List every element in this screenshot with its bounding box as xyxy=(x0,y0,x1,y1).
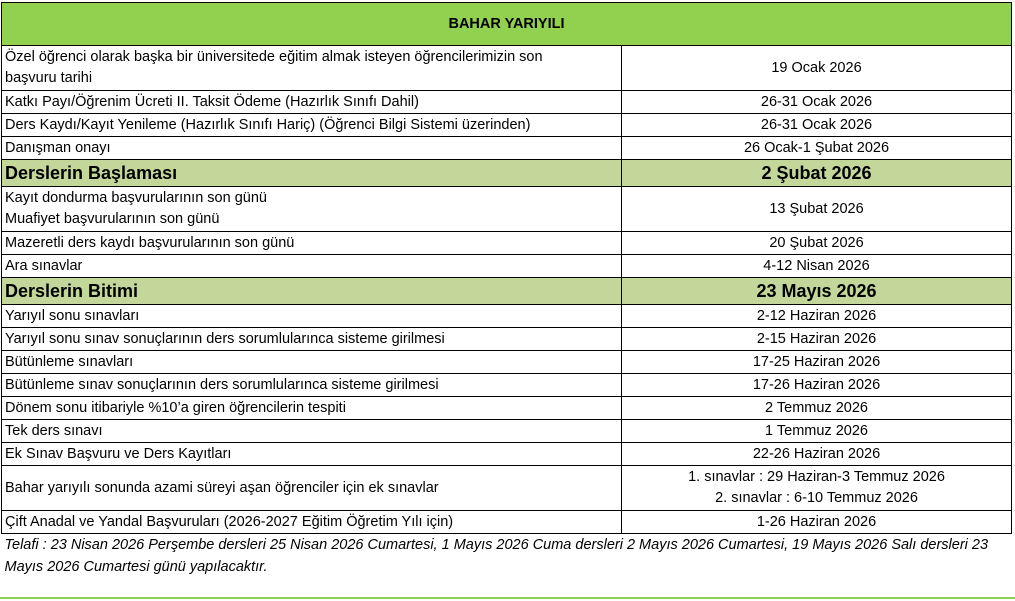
milestone-row xyxy=(2,160,1012,187)
event-date xyxy=(622,91,1012,114)
event-date xyxy=(622,114,1012,137)
event-date-line: 2-15 Haziran 2026 xyxy=(756,331,877,347)
event-date xyxy=(622,232,1012,255)
event-label-line: Çift Anadal ve Yandal Başvuruları (2026-2027 Eğitim Öğretim Yılı için) xyxy=(5,514,454,530)
event-label xyxy=(2,46,622,91)
table-row xyxy=(2,466,1012,511)
event-label-line: Bütünleme sınav sonuçlarının ders sorumlularınca sisteme girilmesi xyxy=(5,377,439,393)
event-label-line: Yarıyıl sonu sınav sonuçlarının ders sorumlularınca sisteme girilmesi xyxy=(5,331,445,347)
event-date-line: 4-12 Nisan 2026 xyxy=(763,258,870,274)
event-label-line: Muafiyet başvurularının son günü xyxy=(5,211,220,227)
event-date-line: 2 Şubat 2026 xyxy=(761,163,872,183)
event-label-line: Bahar yarıyılı sonunda azami süreyi aşan öğrenciler için ek sınavlar xyxy=(5,479,439,496)
table-row xyxy=(2,46,1012,91)
event-date xyxy=(622,351,1012,374)
event-label xyxy=(2,114,622,137)
event-date xyxy=(622,397,1012,420)
bottom-divider xyxy=(0,597,1015,599)
event-label xyxy=(2,420,622,443)
event-label-line: başvuru tarihi xyxy=(5,70,93,86)
event-label-line: Danışman onayı xyxy=(5,140,111,156)
table-row xyxy=(2,114,1012,137)
event-label xyxy=(2,278,622,305)
event-label xyxy=(2,466,622,511)
event-date xyxy=(622,137,1012,160)
event-label-line: Derslerin Başlaması xyxy=(5,163,178,183)
event-label xyxy=(2,397,622,420)
event-label-line: Özel öğrenci olarak başka bir üniversitede eğitim almak isteyen öğrencilerimizin son xyxy=(5,49,543,65)
event-date-line: 20 Şubat 2026 xyxy=(769,235,864,251)
table-row xyxy=(2,420,1012,443)
event-label xyxy=(2,328,622,351)
table-row xyxy=(2,511,1012,534)
event-date xyxy=(622,46,1012,91)
milestone-row xyxy=(2,278,1012,305)
event-date-line: 17-25 Haziran 2026 xyxy=(752,354,881,370)
event-label-line: Bütünleme sınavları xyxy=(5,354,134,370)
table-row xyxy=(2,137,1012,160)
title-row xyxy=(2,3,1012,46)
event-label xyxy=(2,443,622,466)
event-label-line: Kayıt dondurma başvurularının son günü xyxy=(5,190,267,206)
event-label xyxy=(2,255,622,278)
event-date xyxy=(622,420,1012,443)
table-row xyxy=(2,305,1012,328)
event-date xyxy=(622,443,1012,466)
academic-calendar-table xyxy=(1,2,1012,580)
event-date-line: 1 Temmuz 2026 xyxy=(765,423,868,439)
event-label xyxy=(2,511,622,534)
event-label-line: Ara sınavlar xyxy=(5,258,83,274)
event-label-line: Ek Sınav Başvuru ve Ders Kayıtları xyxy=(5,446,232,462)
event-date-line: 13 Şubat 2026 xyxy=(769,200,864,217)
table-row xyxy=(2,397,1012,420)
event-label xyxy=(2,232,622,255)
event-label-line: Mazeretli ders kaydı başvurularının son günü xyxy=(5,235,295,251)
event-date xyxy=(622,511,1012,534)
table-row xyxy=(2,351,1012,374)
table-row xyxy=(2,374,1012,397)
footnote-row xyxy=(2,534,1012,581)
event-label xyxy=(2,91,622,114)
event-date xyxy=(622,187,1012,232)
event-date-line: 19 Ocak 2026 xyxy=(771,59,862,76)
semester-title: BAHAR YARIYILI xyxy=(2,3,1012,46)
table-row xyxy=(2,187,1012,232)
event-date xyxy=(622,374,1012,397)
event-label-line: Dönem sonu itibariyle %10’a giren öğrencilerin tespiti xyxy=(5,400,346,416)
event-label-line: Ders Kaydı/Kayıt Yenileme (Hazırlık Sınıfı Hariç) (Öğrenci Bilgi Sistemi üzerinden) xyxy=(5,117,531,133)
event-date xyxy=(622,305,1012,328)
event-date-line: 22-26 Haziran 2026 xyxy=(752,446,881,462)
event-date-line: 1-26 Haziran 2026 xyxy=(756,514,877,530)
event-label-line: Tek ders sınavı xyxy=(5,423,103,439)
event-label xyxy=(2,187,622,232)
event-date-line: 26-31 Ocak 2026 xyxy=(760,117,873,133)
table-row xyxy=(2,255,1012,278)
event-label xyxy=(2,374,622,397)
event-date-line: 26 Ocak-1 Şubat 2026 xyxy=(743,140,890,156)
table-row xyxy=(2,91,1012,114)
event-date-line: 2-12 Haziran 2026 xyxy=(756,308,877,324)
table-row xyxy=(2,232,1012,255)
event-label-line: Yarıyıl sonu sınavları xyxy=(5,308,140,324)
footnote: Telafi : 23 Nisan 2026 Perşembe dersleri 25 Nisan 2026 Cumartesi, 1 Mayıs 2026 Cuma dersleri 2 Mayıs 2026 Cumartesi, 19 Mayıs 2026 Salı dersleri 23 Mayıs 2026 Cumartesi günü yapılacaktır. xyxy=(4,537,989,575)
event-date xyxy=(622,255,1012,278)
event-date-line: 26-31 Ocak 2026 xyxy=(760,94,873,110)
event-date xyxy=(622,328,1012,351)
event-label xyxy=(2,160,622,187)
event-date xyxy=(622,466,1012,511)
event-date xyxy=(622,278,1012,305)
table-row xyxy=(2,328,1012,351)
event-label xyxy=(2,137,622,160)
table-row xyxy=(2,443,1012,466)
event-label-line: Katkı Payı/Öğrenim Ücreti II. Taksit Ödeme (Hazırlık Sınıfı Dahil) xyxy=(5,94,419,110)
event-date-line: 1. sınavlar : 29 Haziran-3 Temmuz 2026 xyxy=(688,469,945,485)
event-label xyxy=(2,305,622,328)
event-date xyxy=(622,160,1012,187)
event-date-line: 17-26 Haziran 2026 xyxy=(752,377,881,393)
event-date-line: 2. sınavlar : 6-10 Temmuz 2026 xyxy=(715,490,918,506)
event-label-line: Derslerin Bitimi xyxy=(5,281,139,301)
event-date-line: 2 Temmuz 2026 xyxy=(765,400,868,416)
event-label xyxy=(2,351,622,374)
event-date-line: 23 Mayıs 2026 xyxy=(756,281,877,301)
